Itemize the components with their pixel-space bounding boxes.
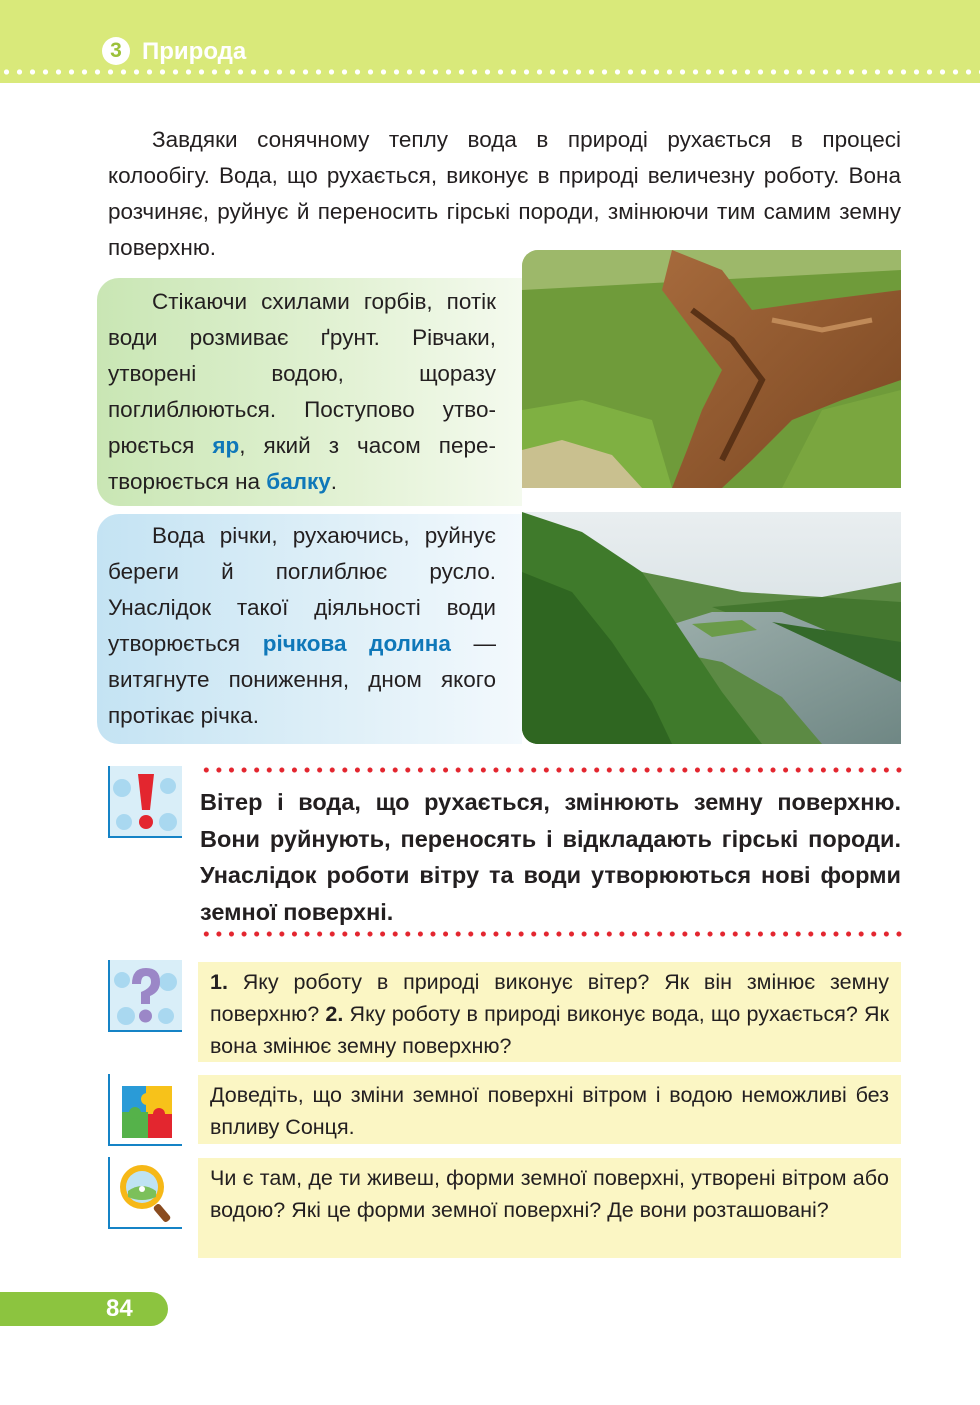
rule-bottom-dotted-line — [200, 930, 903, 938]
question-tile — [108, 960, 182, 1032]
chapter-number-badge: 3 — [102, 37, 130, 65]
ravine-photo — [522, 250, 901, 488]
exclamation-tile — [108, 766, 182, 838]
ravine-paragraph: Стікаючи схилами горбів, потік води розмиває ґрунт. Рівчаки, утворені водою, щоразу поглиблюються. Поступово утворюється яр, який з часом перетворюється на балку. — [108, 289, 496, 494]
puzzle-icon — [108, 1074, 182, 1146]
question-icon — [108, 960, 182, 1032]
river-paragraph: Вода річки, рухаючись, руйнує береги й поглиблює русло. Унаслідок такої діяльності води утворюється річкова долина — витягнуте пониження, дном якого протікає річка. — [108, 523, 496, 728]
explore-task-text: Чи є там, де ти живеш, форми земної поверхні, утворені вітром або водою? Які це форми земної поверхні? Де вони розташовані? — [210, 1166, 889, 1222]
prove-task-text: Доведіть, що зміни земної поверхні вітром і водою неможливі без впливу Сонця. — [210, 1083, 889, 1139]
key-rule-text: Вітер і вода, що рухається, змінюють земну поверхню. Вони руйнують, переносять і відкладають гірські породи. Унаслідок роботи вітру та води утворюються нові форми земної поверхні. — [200, 789, 901, 925]
chapter-title: Природа — [142, 38, 247, 65]
explore-task-box — [198, 1158, 901, 1258]
magnifier-icon — [108, 1157, 182, 1229]
river-valley-photo — [522, 512, 901, 744]
questions-box — [198, 962, 901, 1062]
rule-top-dotted-line — [200, 766, 903, 774]
prove-task-box — [198, 1075, 901, 1144]
page-number-badge — [0, 1292, 168, 1326]
exclamation-icon — [108, 766, 182, 838]
magnifier-tile — [108, 1157, 182, 1229]
term-ravine: яр — [212, 433, 240, 458]
page-number: 84 — [106, 1295, 133, 1322]
header-dotted-divider — [0, 68, 980, 76]
term-gully: балку — [266, 469, 331, 494]
puzzle-tile — [108, 1074, 182, 1146]
term-river-valley: річкова долина — [262, 631, 451, 656]
intro-paragraph: Завдяки сонячному теплу вода в природі рухається в процесі колообігу. Вода, що рухається, виконує в природі величезну роботу. Вона розчиняє, руйнує й переносить гірські породи, змінюючи тим самим земну поверхню. — [108, 127, 901, 260]
questions-text: 1. Яку роботу в природі виконує вітер? Як він змінює земну поверхню? 2. Яку роботу в природі виконує вода, що рухається? Як вона змінює земну поверхню? — [210, 970, 889, 1058]
